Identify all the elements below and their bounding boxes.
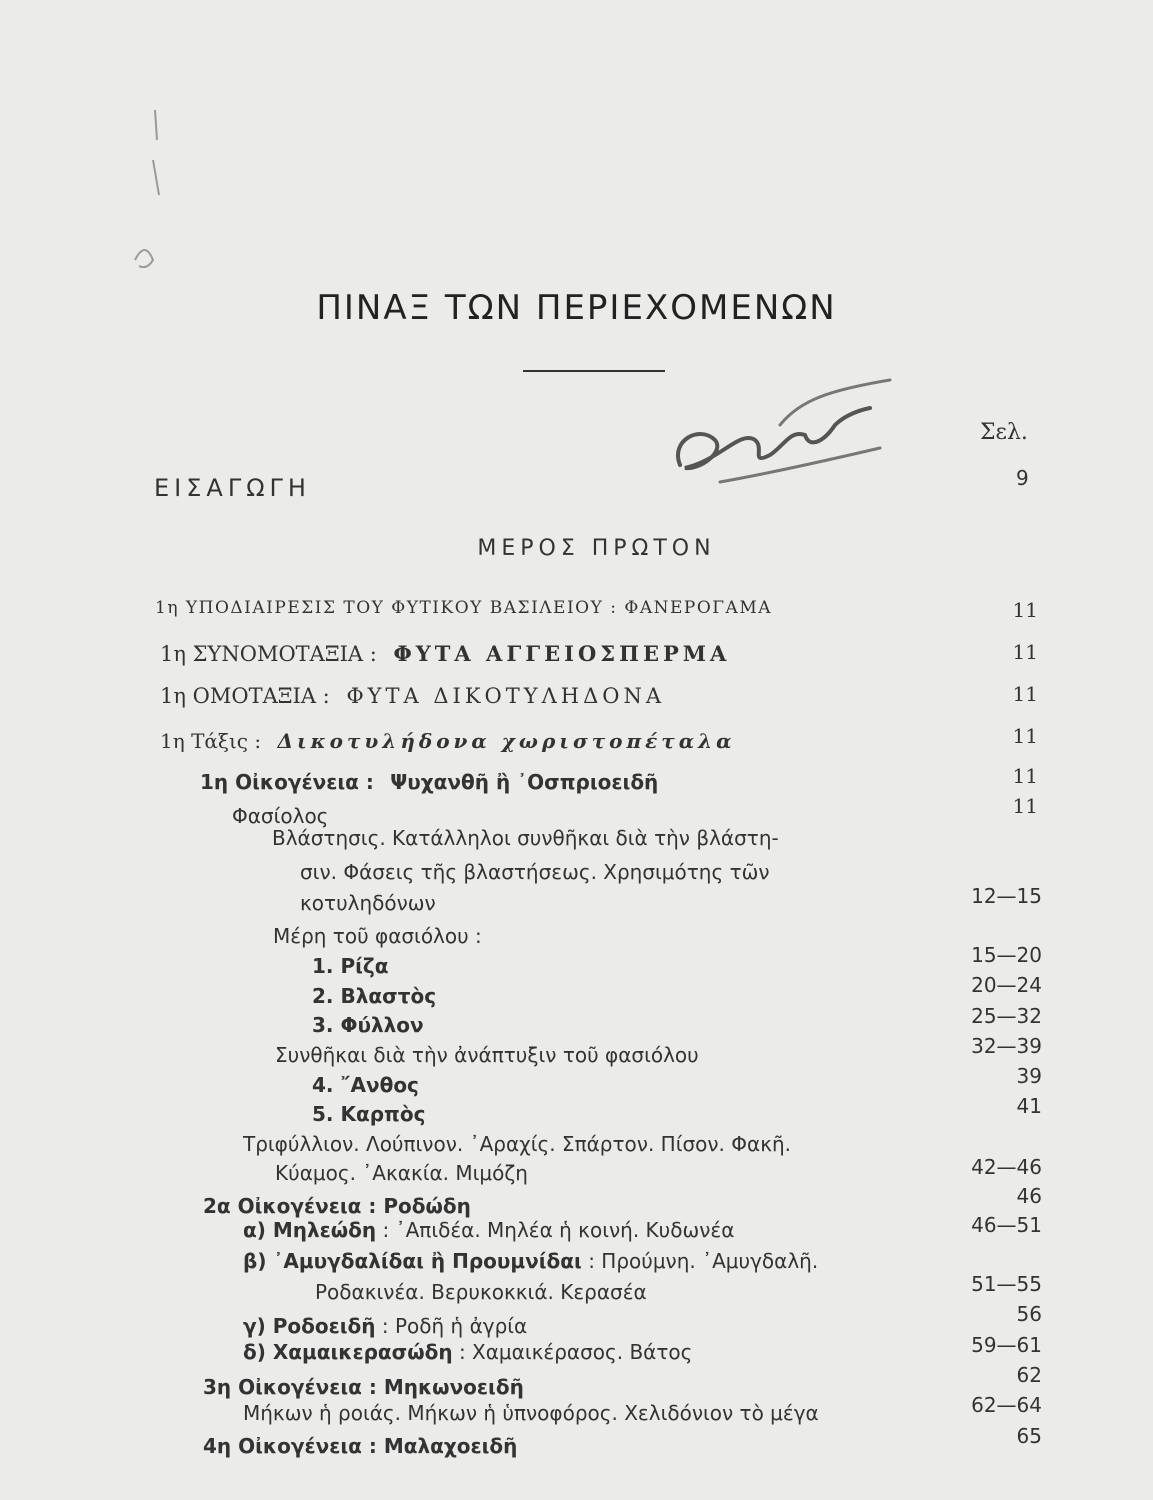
toc-page: 56 [1016, 1302, 1042, 1326]
toc-page: 39 [1016, 1064, 1042, 1088]
toc-page: 11 [1012, 724, 1038, 748]
toc-entry: Συνθῆκαι διὰ τὴν ἀνάπτυξιν τοῦ φασιόλου [275, 1043, 699, 1067]
toc-page: 20—24 [971, 973, 1042, 997]
toc-entry: Μέρη τοῦ φασιόλου : [273, 924, 482, 948]
toc-entry: 2. Βλαστὸς [312, 984, 437, 1008]
toc-page: 62 [1016, 1363, 1042, 1387]
toc-page: 11 [1012, 682, 1038, 706]
toc-entry: Φασίολος [232, 804, 329, 828]
handwritten-signature [660, 370, 910, 500]
toc-page: 46 [1016, 1184, 1042, 1208]
toc-page: 62—64 [971, 1393, 1042, 1417]
toc-entry: Τριφύλλιον. Λούπινον. ᾿Αραχίς. Σπάρτον. Πίσον. Φακῆ. [243, 1132, 792, 1156]
toc-entry: Βλάστησις. Κατάλληλοι συνθῆκαι διὰ τὴν βλάστη- [272, 826, 779, 850]
page-title: ΠΙΝΑΞ ΤΩΝ ΠΕΡΙΕΧΟΜΕΝΩΝ [316, 288, 837, 328]
part-heading: ΜΕΡΟΣ ΠΡΩΤΟΝ [477, 536, 716, 561]
toc-entry: 4. ῎Ανθος [312, 1073, 419, 1097]
toc-entry: γ) Ροδοειδῆ : Ροδῆ ἡ ἀγρία [243, 1314, 528, 1338]
margin-pencil-marks [115, 100, 175, 300]
toc-page: 11 [1012, 598, 1038, 622]
toc-entry: α) Μηλεώδη : ᾿Απιδέα. Μηλέα ἡ κοινή. Κυδωνέα [243, 1218, 735, 1242]
toc-page: 12—15 [971, 884, 1042, 908]
toc-entry: 1η Οἰκογένεια : Ψυχανθῆ ἢ ᾿Οσπριοειδῆ [200, 770, 659, 794]
toc-page: 42—46 [971, 1155, 1042, 1179]
toc-entry: Μήκων ἡ ροιάς. Μήκων ἡ ὑπνοφόρος. Χελιδόνιον τὸ μέγα [243, 1401, 819, 1425]
title-underline [523, 370, 665, 372]
toc-page: 11 [1012, 640, 1038, 664]
toc-entry: 1η ΣΥΝΟΜΟΤΑΞΙΑ : ΦΥΤΑ ΑΓΓΕΙΟΣΠΕΡΜΑ [160, 641, 731, 666]
toc-entry: 5. Καρπὸς [312, 1102, 426, 1126]
toc-entry: 1η ΥΠΟΔΙΑΙΡΕΣΙΣ ΤΟΥ ΦΥΤΙΚΟΥ ΒΑΣΙΛΕΙΟΥ : ΦΑΝΕΡΟΓΑΜΑ [155, 598, 773, 618]
toc-entry: β) ᾿Αμυγδαλίδαι ἢ Προυμνίδαι : Προύμνη. ᾿Αμυγδαλῆ. [243, 1249, 819, 1273]
toc-entry: Κύαμος. ᾿Ακακία. Μιμόζη [275, 1161, 528, 1185]
page-column-label: Σελ. [980, 420, 1028, 445]
toc-entry: 3η Οἰκογένεια : Μηκωνοειδῆ [203, 1375, 524, 1399]
toc-page: 11 [1012, 764, 1038, 788]
toc-entry: 1η Τάξις : Δικοτυλήδονα χωριστοπέταλα [160, 729, 736, 753]
toc-entry: σιν. Φάσεις τῆς βλαστήσεως. Χρησιμότης τῶν [300, 860, 770, 884]
toc-page: 59—61 [971, 1333, 1042, 1357]
toc-entry: 4η Οἰκογένεια : Μαλαχοειδῆ [203, 1434, 518, 1458]
toc-page: 11 [1012, 794, 1038, 818]
toc-page: 41 [1016, 1094, 1042, 1118]
toc-page: 32—39 [971, 1034, 1042, 1058]
toc-page: 51—55 [971, 1272, 1042, 1296]
toc-entry: δ) Χαμαικερασώδη : Χαμαικέρασος. Βάτος [243, 1340, 693, 1364]
toc-entry: 1. Ρίζα [312, 954, 389, 978]
intro-heading: ΕΙΣΑΓΩΓΗ [154, 474, 311, 502]
toc-entry: 1η ΟΜΟΤΑΞΙΑ : ΦΥΤΑ ΔΙΚΟΤΥΛΗΔΟΝΑ [160, 684, 666, 708]
toc-page: 15—20 [971, 943, 1042, 967]
toc-page: 25—32 [971, 1004, 1042, 1028]
toc-entry: 2α Οἰκογένεια : Ροδώδη [203, 1194, 471, 1218]
toc-page: 46—51 [971, 1213, 1042, 1237]
toc-entry: κοτυληδόνων [300, 891, 436, 915]
toc-page: 65 [1016, 1424, 1042, 1448]
toc-entry: 3. Φύλλον [312, 1013, 424, 1037]
toc-entry: Ροδακινέα. Βερυκοκκιά. Κερασέα [315, 1280, 647, 1304]
intro-page-number: 9 [1016, 466, 1029, 490]
